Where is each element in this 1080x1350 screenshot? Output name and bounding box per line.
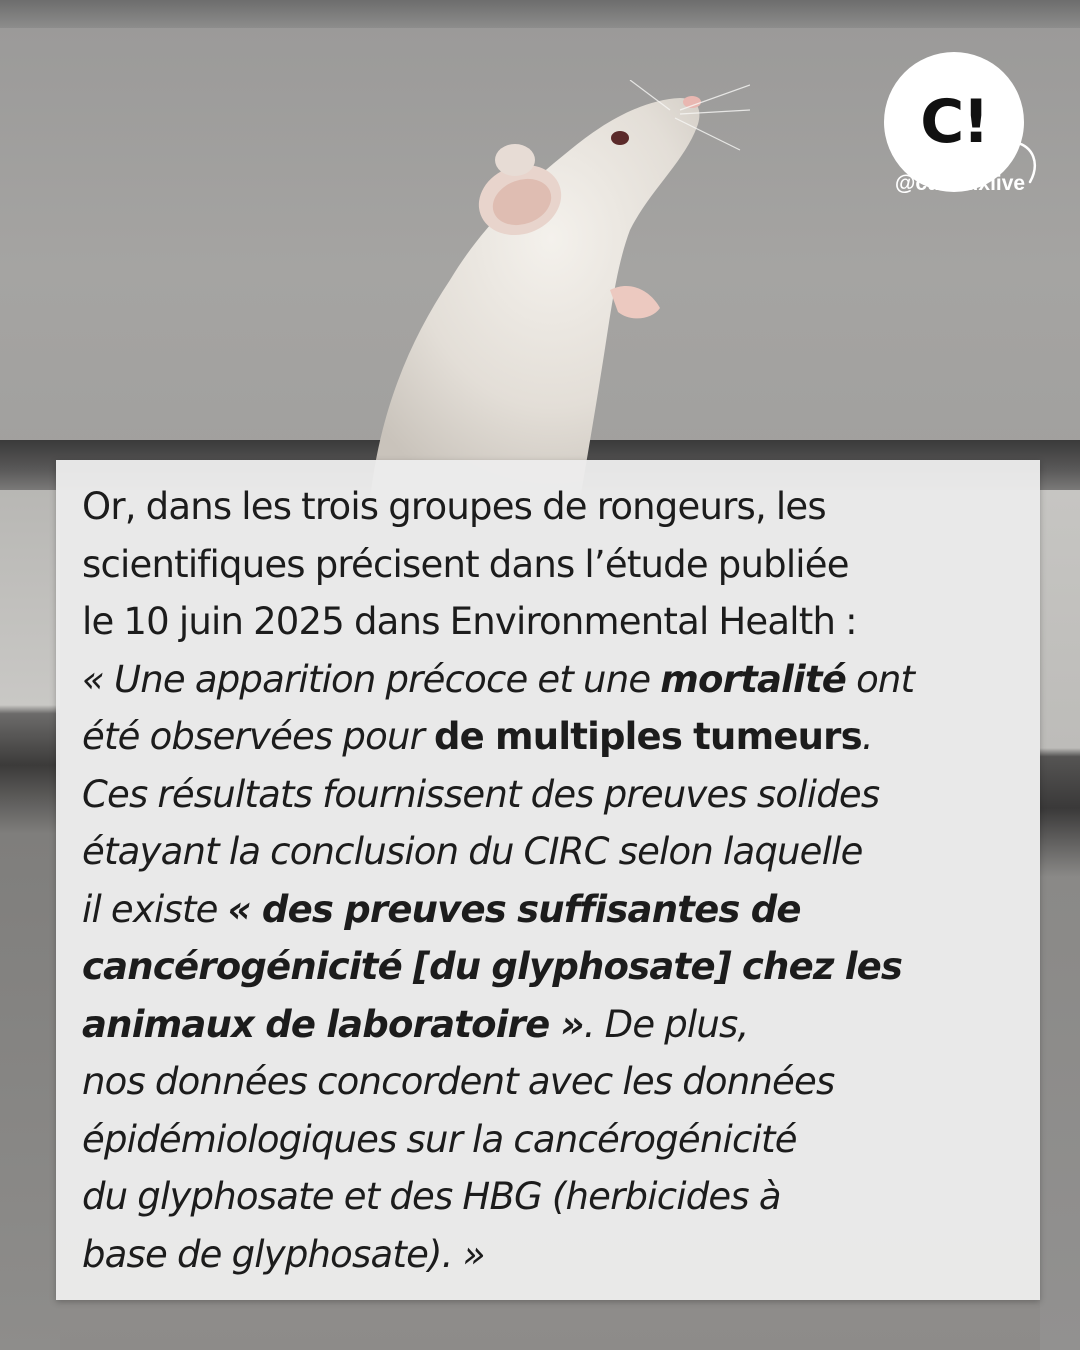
text-line bbox=[82, 996, 1016, 1054]
emphasis-cancerogenicite: cancérogénicité [du glyphosate] chez les bbox=[82, 945, 903, 988]
text-line bbox=[82, 938, 1016, 996]
background-right-edge bbox=[1040, 490, 1080, 1350]
quote-text bbox=[82, 478, 1016, 1283]
emphasis-mortalite: mortalité bbox=[660, 657, 847, 701]
text-line: scientifiques précisent dans l’étude publiée bbox=[82, 542, 849, 586]
text-line bbox=[82, 1111, 1016, 1169]
quote-segment: Ces résultats fournissent des preuves solides bbox=[82, 772, 880, 816]
quote-segment: « Une apparition précoce et une bbox=[82, 657, 661, 701]
text-line bbox=[82, 651, 1016, 709]
quote-segment: nos données concordent avec les données bbox=[82, 1060, 835, 1103]
emphasis-animaux: animaux de laboratoire » bbox=[82, 1002, 584, 1046]
text-line bbox=[82, 823, 1016, 881]
text-line bbox=[82, 1226, 1016, 1284]
text-line bbox=[82, 766, 1016, 824]
account-handle[interactable]: @curieuxlive bbox=[894, 172, 1026, 195]
emphasis-tumeurs: de multiples tumeurs bbox=[433, 715, 862, 758]
quote-segment: . bbox=[861, 715, 873, 758]
text-line: le 10 juin 2025 dans Environmental Health : bbox=[82, 600, 857, 643]
text-line bbox=[82, 1168, 1016, 1226]
quote-segment: étayant la conclusion du CIRC selon laquelle bbox=[82, 830, 863, 873]
text-line bbox=[82, 708, 1016, 766]
quote-segment: base de glyphosate). » bbox=[82, 1232, 485, 1276]
background-top-strip bbox=[0, 0, 1080, 28]
quote-segment: du glyphosate et des HBG (herbicides à bbox=[82, 1175, 781, 1218]
brand-logo[interactable] bbox=[884, 52, 1024, 192]
quote-segment: épidémiologiques sur la cancérogénicité bbox=[82, 1117, 797, 1161]
emphasis-preuves: « des preuves suffisantes de bbox=[227, 887, 801, 931]
quote-card bbox=[56, 460, 1040, 1300]
mouse-photo bbox=[330, 80, 750, 500]
quote-segment: été observées pour bbox=[82, 715, 434, 758]
background-left-edge bbox=[0, 490, 60, 1350]
quote-segment: . De plus, bbox=[583, 1002, 749, 1046]
brand-logo-text: C! bbox=[920, 87, 988, 157]
quote-segment: ont bbox=[846, 657, 915, 701]
text-line bbox=[82, 1053, 1016, 1111]
text-line bbox=[82, 881, 1016, 939]
quote-segment: il existe bbox=[82, 887, 228, 931]
text-line: Or, dans les trois groupes de rongeurs, les bbox=[82, 485, 826, 528]
